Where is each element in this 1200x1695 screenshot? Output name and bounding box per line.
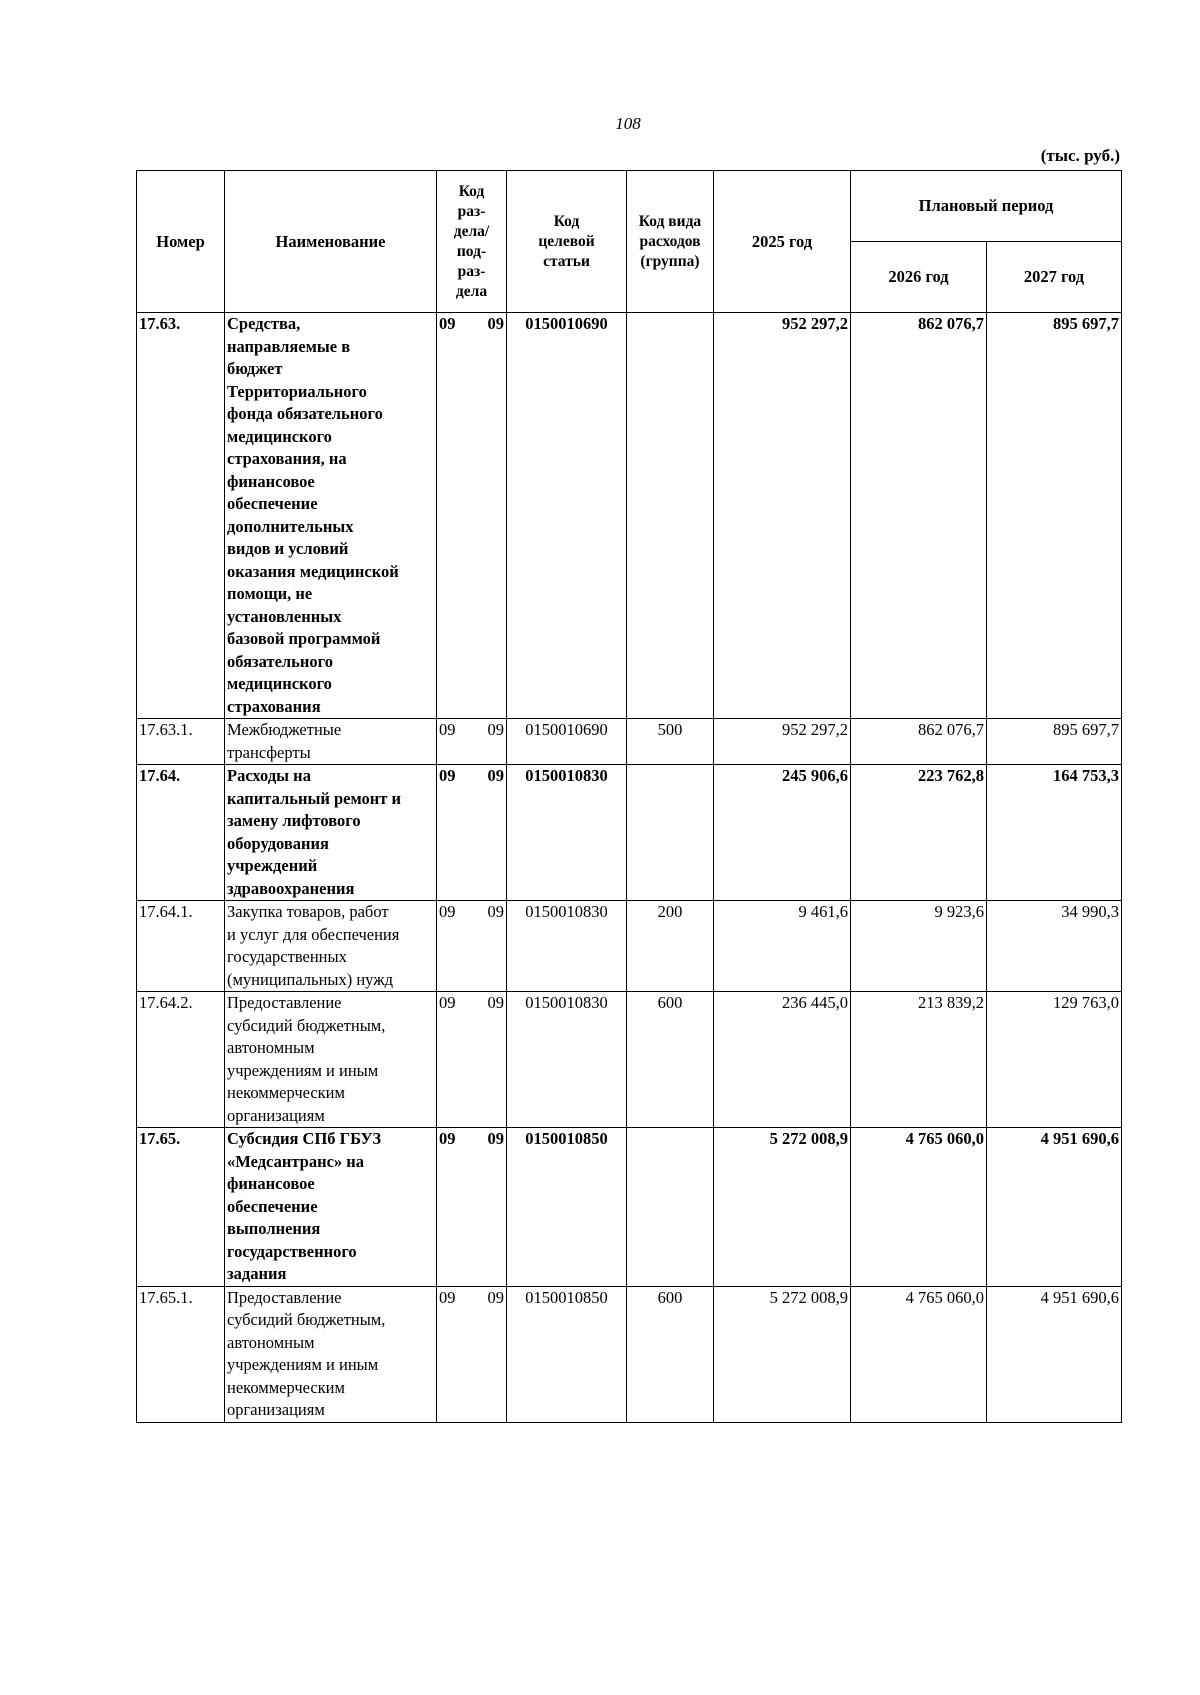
row-name-line: Предоставление — [227, 993, 342, 1012]
row-razdel — [437, 719, 507, 765]
header-naimenovanie: Наименование — [225, 171, 437, 313]
row-name-line: некоммерческим — [227, 1083, 345, 1102]
row-name-line: обеспечение — [227, 1196, 318, 1216]
row-name — [225, 1128, 437, 1287]
row-vid-raskhodov: 500 — [627, 719, 714, 765]
row-amount-2026: 4 765 060,0 — [851, 1128, 987, 1287]
row-name — [225, 1286, 437, 1422]
row-name-line: обеспечение — [227, 494, 318, 513]
row-name-line: государственного — [227, 1241, 357, 1261]
header-nomer: Номер — [137, 171, 225, 313]
table-row — [137, 1286, 1122, 1422]
row-name-line: финансовое — [227, 1174, 315, 1193]
row-name-line: организациям — [227, 1105, 325, 1125]
row-name-line: бюджет — [227, 359, 283, 378]
row-name — [225, 719, 437, 765]
row-tselevaya-statya: 0150010850 — [507, 1286, 627, 1422]
row-name-line: «Медсантранс» на — [227, 1151, 365, 1171]
row-number: 17.64.2. — [137, 992, 225, 1128]
row-name-line: Территориального — [227, 381, 367, 401]
row-name-line: страхования — [227, 696, 321, 716]
row-name — [225, 901, 437, 992]
units-label: (тыс. руб.) — [1040, 146, 1120, 165]
podrazdel-code: 09 — [487, 720, 504, 739]
row-name-line: медицинского — [227, 674, 332, 693]
row-tselevaya-statya: 0150010830 — [507, 901, 627, 992]
podrazdel-code: 09 — [487, 902, 504, 921]
header-razdel-line: дела/ — [453, 222, 490, 240]
row-name-line: трансферты — [227, 742, 311, 762]
podrazdel-code: 09 — [487, 993, 504, 1012]
header-razdel-line: Код — [458, 182, 485, 200]
header-razdel-line: дела — [455, 282, 488, 300]
row-amount-2025: 952 297,2 — [714, 719, 851, 765]
row-tselevaya-statya: 0150010830 — [507, 765, 627, 901]
header-2025: 2025 год — [714, 171, 851, 313]
row-amount-2025: 245 906,6 — [714, 765, 851, 901]
row-amount-2025: 952 297,2 — [714, 313, 851, 719]
header-razdel-line: под- — [456, 242, 487, 260]
row-razdel — [437, 765, 507, 901]
row-amount-2026: 4 765 060,0 — [851, 1286, 987, 1422]
row-razdel — [437, 313, 507, 719]
podrazdel-code: 09 — [487, 766, 504, 785]
razdel-code: 09 — [439, 766, 456, 785]
row-name-line: финансовое — [227, 471, 315, 491]
table-row — [137, 765, 1122, 901]
table-row — [137, 901, 1122, 992]
row-name-line: Средства, — [227, 314, 301, 333]
table-row — [137, 992, 1122, 1128]
header-cs-line: Код — [553, 212, 580, 230]
budget-table — [136, 170, 1122, 1423]
row-amount-2027: 895 697,7 — [987, 313, 1122, 719]
row-name-line: и услуг для обеспечения — [227, 924, 400, 944]
header-planned-period: Плановый период — [851, 171, 1122, 242]
row-name-line: Межбюджетные — [227, 720, 342, 739]
row-amount-2026: 862 076,7 — [851, 313, 987, 719]
header-vr-line: (группа) — [640, 252, 700, 270]
row-name-line: помощи, не — [227, 584, 313, 603]
row-name-line: оборудования — [227, 833, 329, 853]
row-name-line: оказания медицинской — [227, 561, 399, 581]
row-vid-raskhodov: 600 — [627, 1286, 714, 1422]
header-razdel-line: раз- — [457, 262, 486, 280]
razdel-code: 09 — [439, 1287, 456, 1307]
razdel-code: 09 — [439, 993, 456, 1012]
header-razdel-line: раз- — [457, 202, 486, 220]
row-number: 17.65. — [137, 1128, 225, 1287]
row-vid-raskhodov — [627, 1128, 714, 1287]
row-name-line: Расходы на — [227, 766, 311, 785]
row-name-line: здравоохранения — [227, 878, 355, 898]
row-amount-2027: 4 951 690,6 — [987, 1128, 1122, 1287]
row-name-line: замену лифтового — [227, 811, 361, 830]
row-amount-2025: 9 461,6 — [714, 901, 851, 992]
header-cs-line: статьи — [543, 252, 590, 270]
row-amount-2027: 895 697,7 — [987, 719, 1122, 765]
table-row — [137, 313, 1122, 719]
row-name-line: некоммерческим — [227, 1377, 345, 1397]
row-name-line: субсидий бюджетным, — [227, 1015, 386, 1035]
row-amount-2026: 223 762,8 — [851, 765, 987, 901]
header-vid-raskhodov — [627, 171, 714, 313]
row-name — [225, 313, 437, 719]
row-name-line: фонда обязательного — [227, 404, 383, 423]
row-name-line: базовой программой — [227, 629, 381, 648]
header-tselevaya-statya — [507, 171, 627, 313]
header-row — [137, 171, 1122, 242]
row-name-line: учреждениям и иным — [227, 1355, 379, 1374]
row-amount-2025: 5 272 008,9 — [714, 1128, 851, 1287]
row-amount-2027: 34 990,3 — [987, 901, 1122, 992]
razdel-code: 09 — [439, 720, 456, 739]
row-name — [225, 765, 437, 901]
razdel-code: 09 — [439, 314, 456, 333]
row-name-line: установленных — [227, 606, 342, 626]
row-vid-raskhodov — [627, 765, 714, 901]
row-number: 17.63.1. — [137, 719, 225, 765]
row-number: 17.64. — [137, 765, 225, 901]
row-name-line: учреждениям и иным — [227, 1060, 379, 1080]
header-2027: 2027 год — [987, 242, 1122, 313]
row-tselevaya-statya: 0150010830 — [507, 992, 627, 1128]
row-name-line: (муниципальных) нужд — [227, 969, 394, 989]
header-cs-line: целевой — [538, 232, 595, 250]
row-name-line: Предоставление — [227, 1287, 342, 1307]
row-name — [225, 992, 437, 1128]
row-name-line: задания — [227, 1264, 287, 1283]
page-number: 108 — [615, 114, 641, 133]
row-name-line: медицинского — [227, 426, 332, 446]
row-razdel — [437, 1128, 507, 1287]
header-vr-line: Код вида — [638, 212, 702, 230]
row-name-line: дополнительных — [227, 516, 354, 536]
row-name-line: субсидий бюджетным, — [227, 1310, 386, 1329]
row-razdel — [437, 1286, 507, 1422]
row-vid-raskhodov — [627, 313, 714, 719]
row-amount-2025: 5 272 008,9 — [714, 1286, 851, 1422]
row-amount-2027: 4 951 690,6 — [987, 1286, 1122, 1422]
row-name-line: автономным — [227, 1038, 315, 1057]
row-name-line: Субсидия СПб ГБУЗ — [227, 1129, 382, 1148]
row-name-line: видов и условий — [227, 539, 349, 558]
row-amount-2027: 129 763,0 — [987, 992, 1122, 1128]
row-number: 17.64.1. — [137, 901, 225, 992]
row-name-line: организациям — [227, 1400, 325, 1419]
header-razdel — [437, 171, 507, 313]
row-amount-2026: 213 839,2 — [851, 992, 987, 1128]
podrazdel-code: 09 — [487, 314, 504, 333]
podrazdel-code: 09 — [487, 1129, 504, 1148]
row-tselevaya-statya: 0150010690 — [507, 313, 627, 719]
razdel-code: 09 — [439, 902, 456, 921]
row-number: 17.63. — [137, 313, 225, 719]
row-amount-2026: 9 923,6 — [851, 901, 987, 992]
table-row — [137, 719, 1122, 765]
row-name-line: выполнения — [227, 1219, 321, 1238]
row-name-line: государственных — [227, 947, 347, 966]
row-name-line: обязательного — [227, 651, 333, 671]
row-name-line: автономным — [227, 1332, 315, 1352]
row-name-line: Закупка товаров, работ — [227, 902, 389, 921]
row-number: 17.65.1. — [137, 1286, 225, 1422]
podrazdel-code: 09 — [487, 1287, 504, 1307]
row-name-line: направляемые в — [227, 336, 351, 356]
row-name-line: страхования, на — [227, 449, 347, 468]
row-razdel — [437, 901, 507, 992]
table-row — [137, 1128, 1122, 1287]
razdel-code: 09 — [439, 1129, 456, 1148]
row-amount-2026: 862 076,7 — [851, 719, 987, 765]
row-tselevaya-statya: 0150010690 — [507, 719, 627, 765]
row-amount-2027: 164 753,3 — [987, 765, 1122, 901]
row-name-line: капитальный ремонт и — [227, 788, 402, 808]
row-razdel — [437, 992, 507, 1128]
header-2026: 2026 год — [851, 242, 987, 313]
row-amount-2025: 236 445,0 — [714, 992, 851, 1128]
row-name-line: учреждений — [227, 856, 318, 875]
row-vid-raskhodov: 600 — [627, 992, 714, 1128]
header-vr-line: расходов — [639, 232, 701, 250]
table-body — [137, 313, 1122, 1423]
row-tselevaya-statya: 0150010850 — [507, 1128, 627, 1287]
row-vid-raskhodov: 200 — [627, 901, 714, 992]
